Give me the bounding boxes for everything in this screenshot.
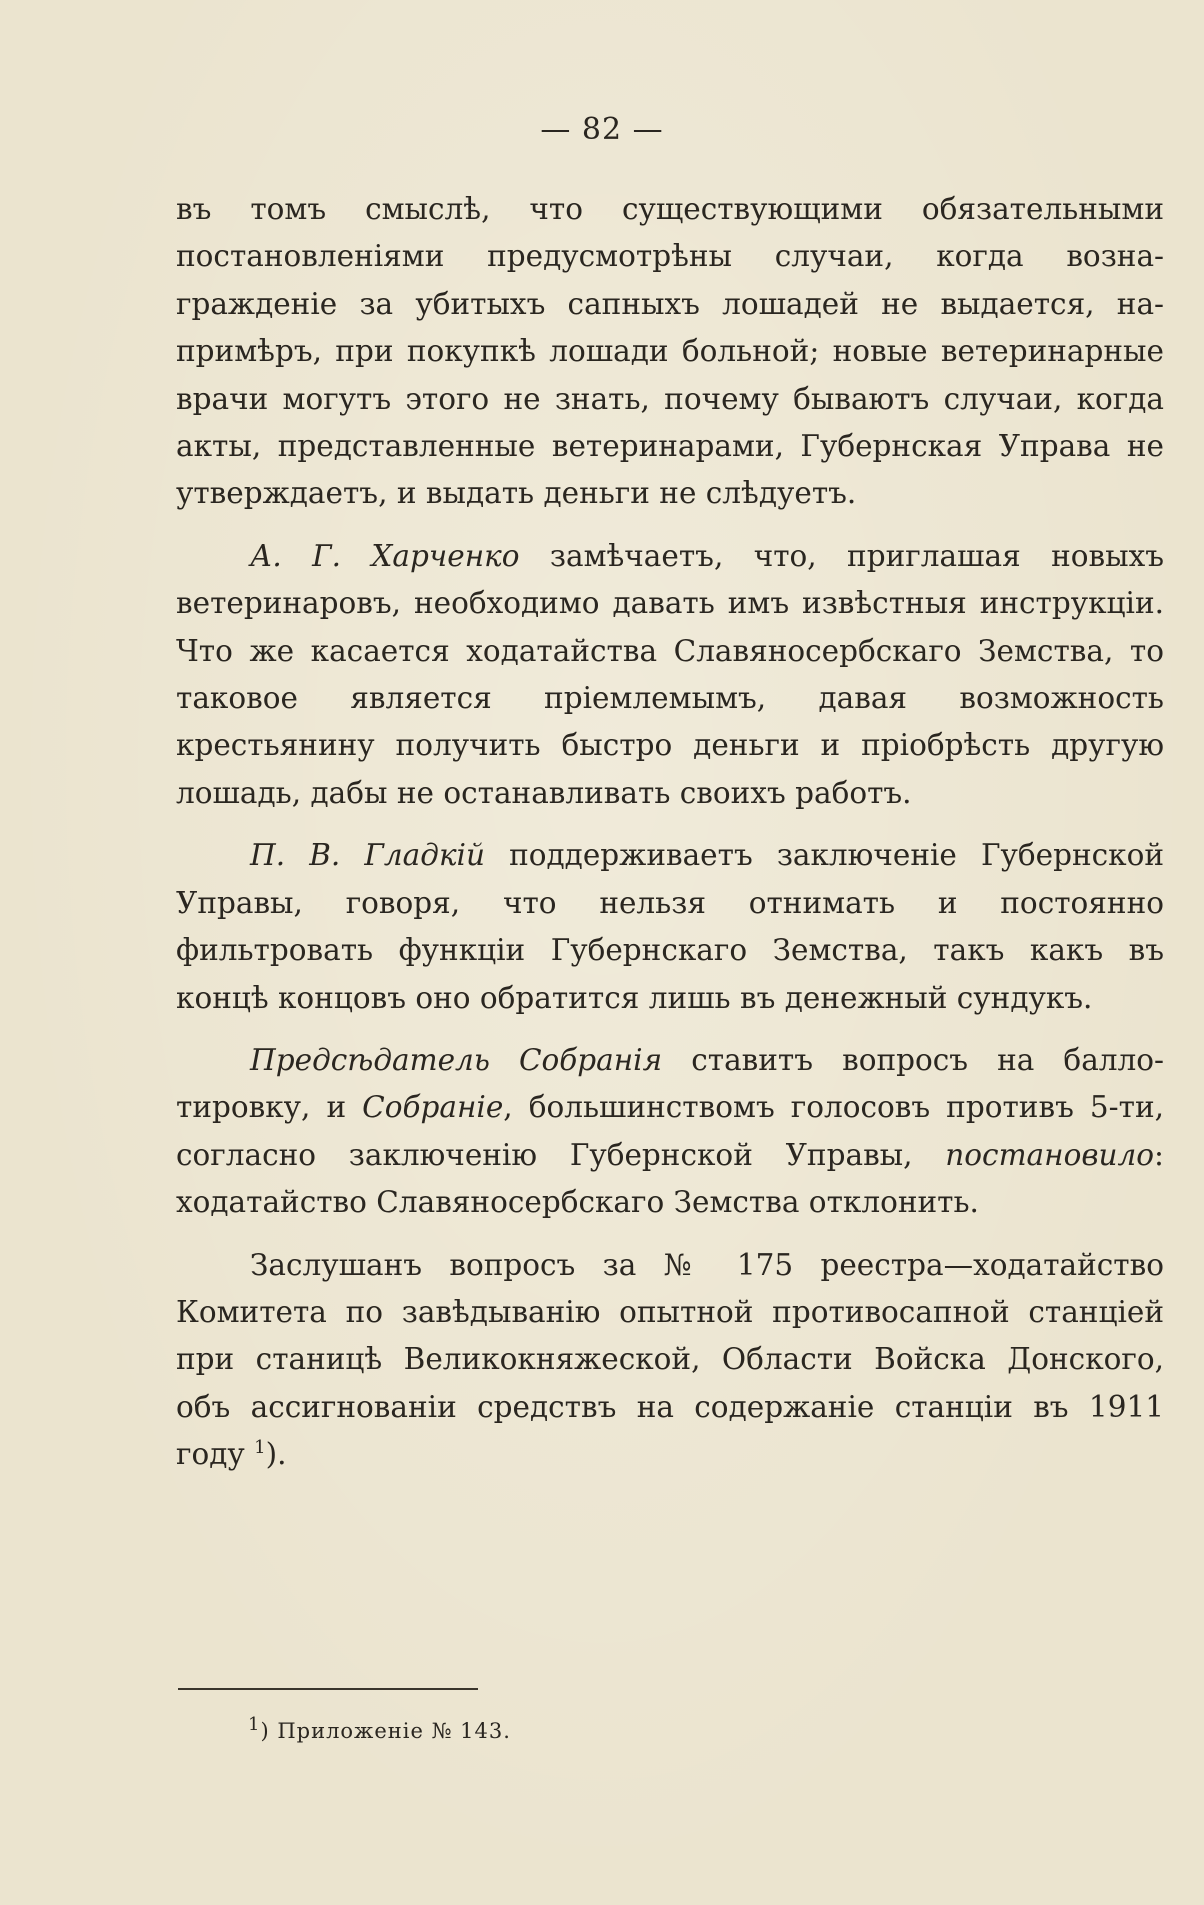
paragraph-3-text: поддерживаетъ заключеніе Губернской Управы, говоря, что нельзя отнимать и постоянно фильтровать функціи Губернскаго Земства, такъ какъ въ концѣ концовъ оно обратится лишь въ денежный сундукъ. [176, 838, 1164, 1015]
footnote-marker: 1 [248, 1714, 261, 1735]
paragraph-1 [176, 186, 1164, 518]
footnote [248, 1716, 511, 1746]
paragraph-4-text-c: : ходатайство Славяносербскаго Земства отклонить. [176, 1137, 1164, 1220]
paragraph-2-text: замѣчаетъ, что, приглашая новыхъ ветеринаровъ, необходимо давать имъ извѣстныя инструкціи. Что же касается ходатайства Славяносербскаго Земства, то таковое является пріемлемымъ, давая возможность крестьянину получить быстро деньги и пріобрѣсть другую лошадь, дабы не останавливать своихъ работъ. [176, 538, 1164, 810]
body-text [176, 186, 1164, 1479]
paragraph-5-end: ). [265, 1437, 287, 1472]
paragraph-2 [176, 533, 1164, 817]
paragraph-4-text-b: , большинствомъ голосовъ противъ 5-ти, согласно заключенію Губернской Управы, [176, 1090, 1164, 1172]
paragraph-4 [176, 1037, 1164, 1227]
paragraph-3 [176, 832, 1164, 1022]
paragraph-4-text-a: ставитъ вопросъ на баллотировку, и [176, 1042, 1164, 1125]
footnote-divider [178, 1688, 478, 1690]
footnote-text: ) Приложеніе № 143. [260, 1719, 511, 1743]
footnote-reference[interactable]: 1 [254, 1437, 266, 1459]
page-number: — 82 — [540, 112, 664, 147]
speaker-name: А. Г. Харченко [250, 538, 520, 573]
paragraph-5-text: Заслушанъ вопросъ за № 175 реестра—ходатайство Комитета по завѣдыванію опытной противосапной станціей при станицѣ Великокняжеской, Области Войска Донского, объ ассигнованіи средствъ на содержаніе станціи въ 1911 году [176, 1247, 1164, 1472]
speaker-name: П. В. Гладкій [250, 838, 485, 873]
paragraph-5 [176, 1242, 1164, 1479]
paragraph-1-text: въ томъ смыслѣ, что существующими обязательными постановленіями предусмотрѣны случаи, когда вознагражденіе за убитыхъ сапныхъ лошадей не выдается, напримѣръ, при покупкѣ лошади больной; новые ветеринарные врачи могутъ этого не знать, почему бываютъ случаи, когда акты, представленные ветеринарами, Губернская Управа не утверждаетъ, и выдать деньги не слѣдуетъ. [176, 192, 1164, 511]
assembly-label: Собраніе [362, 1090, 504, 1125]
chairman-label: Предсѣдатель Собранія [250, 1042, 663, 1077]
decision-label: постановило [945, 1137, 1155, 1172]
